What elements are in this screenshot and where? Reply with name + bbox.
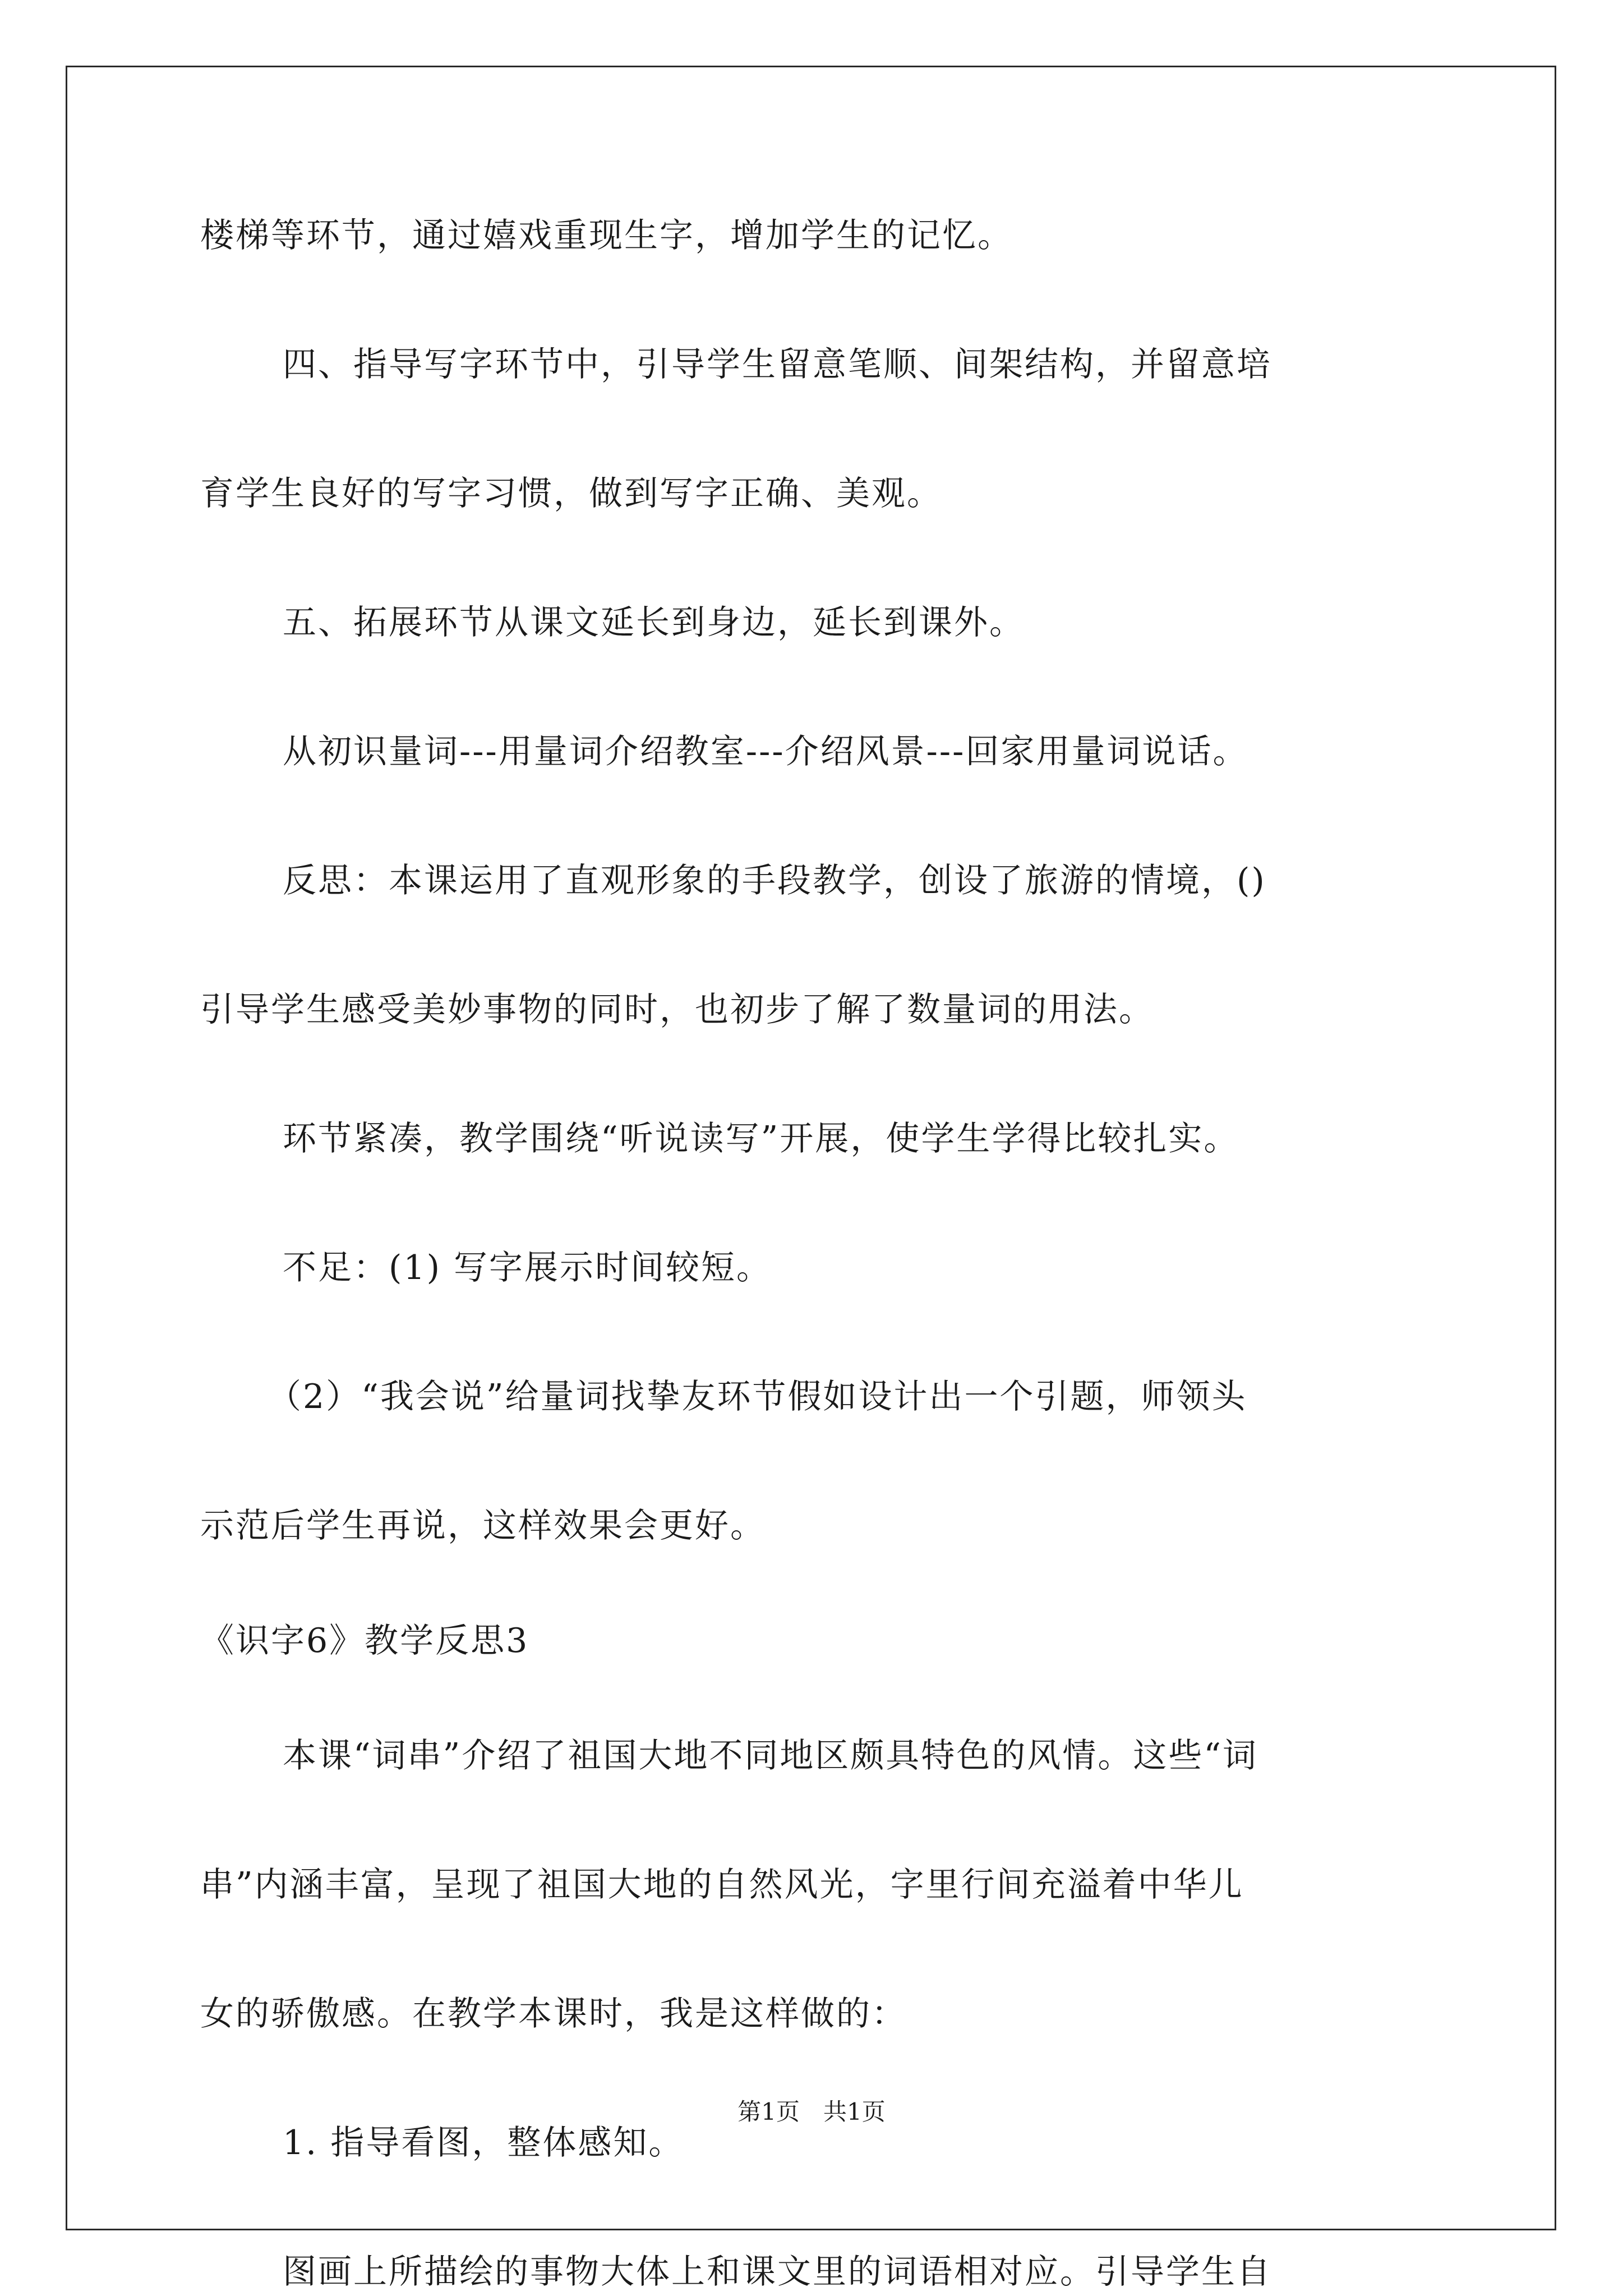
section-heading: 《识字6》教学反思3 [200,1621,529,1660]
text-line: 从初识量词---用量词介绍教室---介绍风景---回家用量词说话。 [283,732,1248,771]
page-footer: 第1页 共1页 [737,2098,886,2125]
text-line: 图画上所描绘的事物大体上和课文里的词语相对应。引导学生自 [283,2252,1272,2292]
text-line: 串”内涵丰富，呈现了祖国大地的自然风光，字里行间充溢着中华儿 [200,1865,1244,1904]
text-line: 四、指导写字环节中，引导学生留意笔顺、间架结构，并留意培 [283,345,1272,384]
text-line: 育学生良好的写字习惯，做到写字正确、美观。 [200,474,942,513]
text-line: 环节紧凑，教学围绕“听说读写”开展，使学生学得比较扎实。 [283,1119,1239,1158]
text-line: 五、拓展环节从课文延长到身边，延长到课外。 [283,603,1025,642]
text-line: 示范后学生再说，这样效果会更好。 [200,1506,766,1545]
text-line: 反思：本课运用了直观形象的手段教学，创设了旅游的情境，() [283,861,1266,900]
text-line: 女的骄傲感。在教学本课时，我是这样做的： [200,1994,907,2033]
text-line: 1. 指导看图，整体感知。 [283,2123,684,2162]
text-line: 本课“词串”介绍了祖国大地不同地区颇具特色的风情。这些“词 [283,1736,1258,1775]
text-line: （2）“我会说”给量词找挚友环节假如设计出一个引题，师领头 [268,1377,1247,1416]
text-line: 引导学生感受美妙事物的同时，也初步了解了数量词的用法。 [200,990,1154,1029]
text-line: 楼梯等环节，通过嬉戏重现生字，增加学生的记忆。 [200,216,1013,255]
text-line: 不足：(1) 写字展示时间较短。 [283,1248,772,1287]
